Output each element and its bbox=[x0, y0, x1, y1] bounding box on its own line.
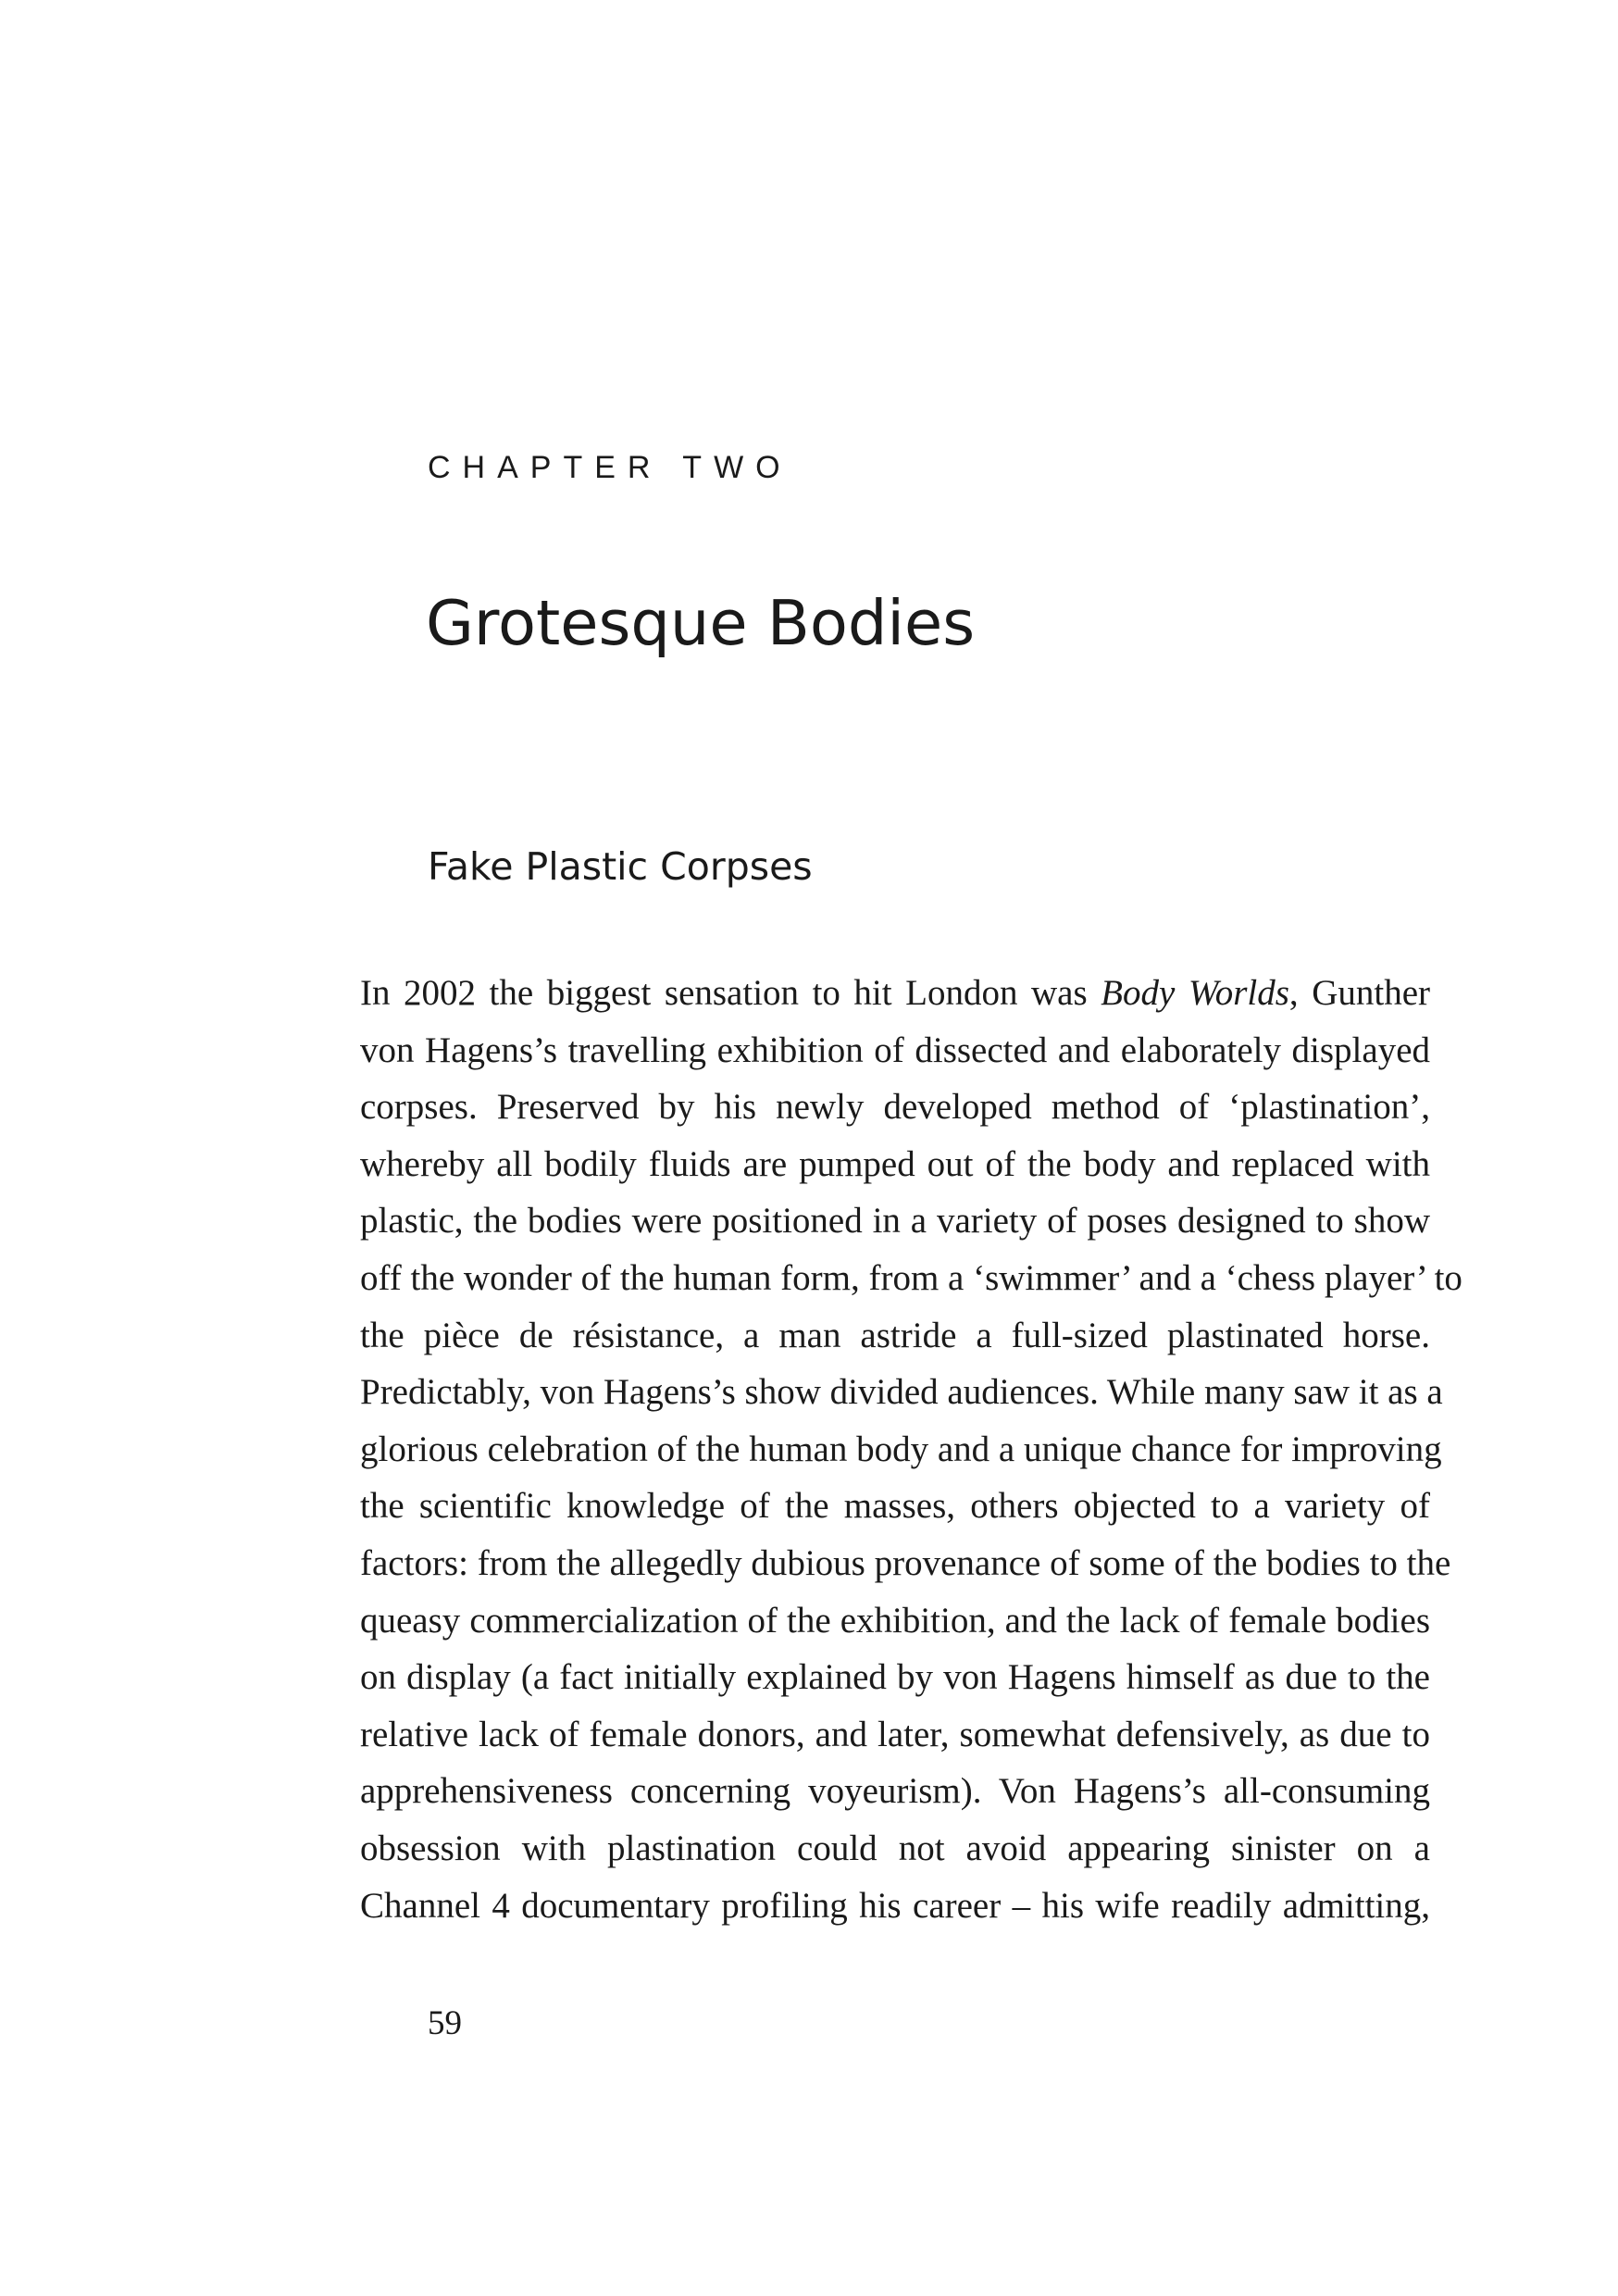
book-title-italic: Body Worlds bbox=[1101, 973, 1289, 1013]
body-line: on display (a fact initially explained by von Hagens himself as due to the bbox=[360, 1657, 1430, 1698]
body-text-run: In 2002 the biggest sensation to hit London was bbox=[360, 973, 1101, 1013]
body-line: corpses. Preserved by his newly developed method of ‘plastination’, bbox=[360, 1087, 1430, 1128]
chapter-title: Grotesque Bodies bbox=[426, 587, 976, 659]
body-line: whereby all bodily fluids are pumped out of the body and replaced with bbox=[360, 1143, 1430, 1184]
body-line: factors: from the allegedly dubious provenance of some of the bodies to the bbox=[360, 1542, 1451, 1583]
body-line: Predictably, von Hagens’s show divided audiences. While many saw it as a bbox=[360, 1372, 1443, 1413]
chapter-label: CHAPTER TWO bbox=[428, 450, 792, 485]
body-line: glorious celebration of the human body and a unique chance for improving bbox=[360, 1429, 1442, 1469]
body-line: Channel 4 documentary profiling his career – his wife readily admitting, bbox=[360, 1885, 1430, 1926]
body-line: von Hagens’s travelling exhibition of dissected and elaborately displayed bbox=[360, 1029, 1430, 1070]
body-line: off the wonder of the human form, from a ‘swimmer’ and a ‘chess player’ to bbox=[360, 1257, 1462, 1298]
body-paragraph bbox=[360, 965, 1462, 1934]
body-line: the pièce de résistance, a man astride a full-sized plastinated horse. bbox=[360, 1315, 1430, 1355]
page-number: 59 bbox=[428, 2004, 462, 2042]
body-line: the scientific knowledge of the masses, others objected to a variety of bbox=[360, 1486, 1430, 1527]
body-line: plastic, the bodies were positioned in a variety of poses designed to show bbox=[360, 1201, 1430, 1242]
body-line: obsession with plastination could not avoid appearing sinister on a bbox=[360, 1828, 1430, 1868]
body-text-run: , Gunther bbox=[1288, 973, 1430, 1013]
body-line: apprehensiveness concerning voyeurism). Von Hagens’s all-consuming bbox=[360, 1771, 1430, 1812]
body-line: queasy commercialization of the exhibition, and the lack of female bodies bbox=[360, 1600, 1430, 1641]
body-line bbox=[360, 965, 1430, 1022]
section-heading: Fake Plastic Corpses bbox=[428, 844, 813, 889]
body-line: relative lack of female donors, and later, somewhat defensively, as due to bbox=[360, 1714, 1430, 1754]
